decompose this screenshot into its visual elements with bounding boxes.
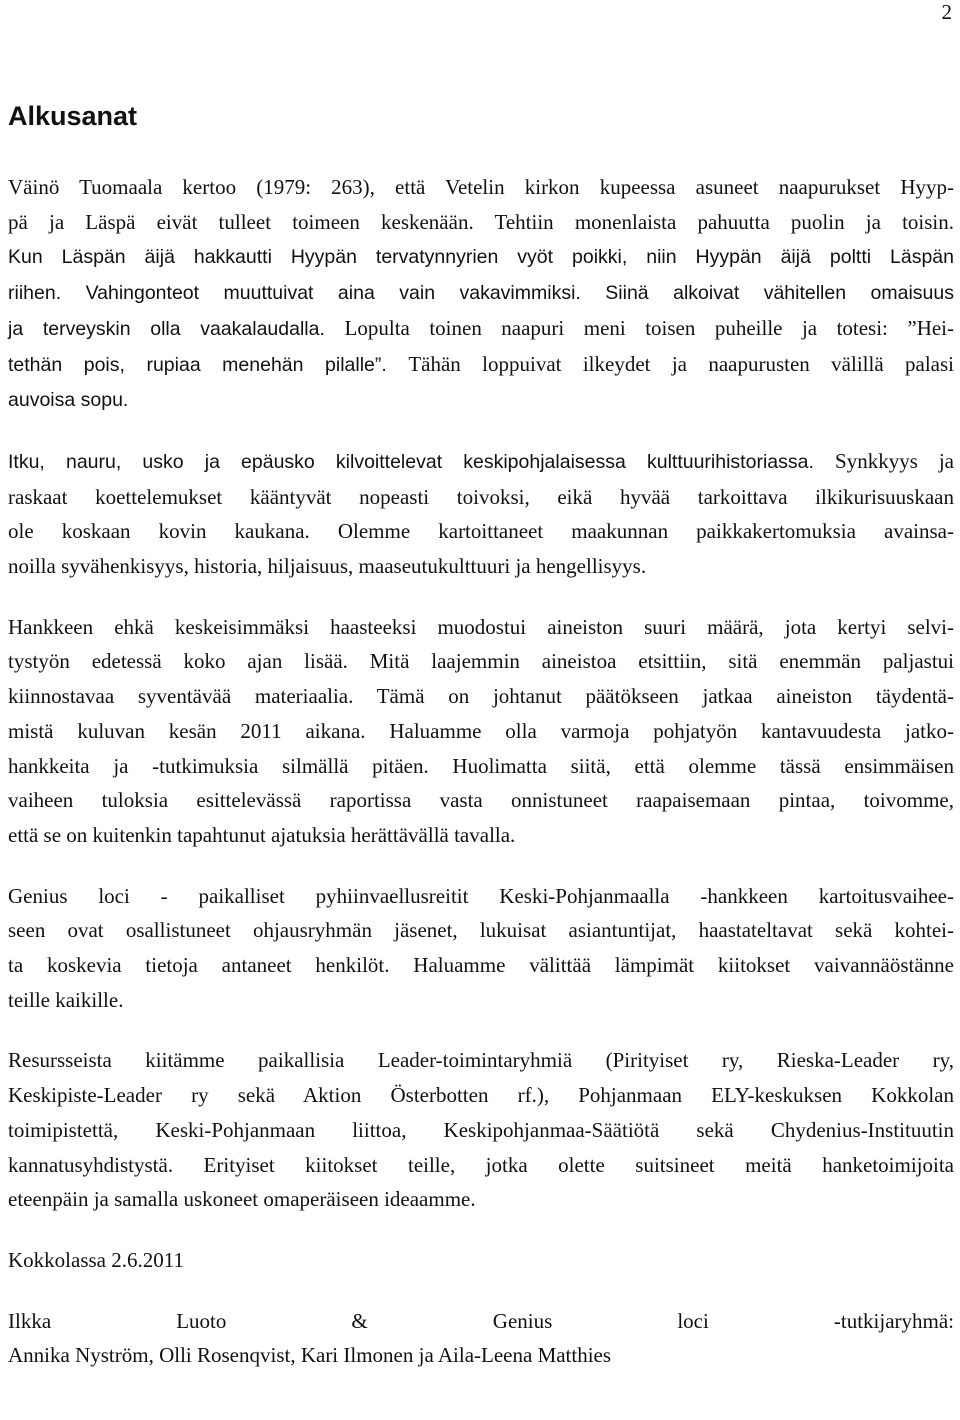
text-line xyxy=(8,311,954,347)
text-line xyxy=(8,514,954,549)
text-line xyxy=(8,382,954,418)
text-line xyxy=(8,879,954,914)
text-line xyxy=(8,1338,954,1373)
text-run: teille kaikille. xyxy=(8,987,124,1012)
text-run: eteenpäin ja samalla uskoneet omaperäiseen ideaamme. xyxy=(8,1187,476,1212)
text-run: Resursseista kiitämme paikallisia Leader-toimintaryhmiä (Pirityiset ry, Rieska-Leader ry, xyxy=(8,1048,954,1073)
text-run: Kun Läspän äijä hakkautti Hyypän tervatynnyrien vyöt poikki, niin Hyypän äijä poltti Läspän xyxy=(8,246,954,269)
text-run: seen ovat osallistuneet ohjausryhmän jäsenet, lukuisat asiantuntijat, haastateltavat sekä kohtei- xyxy=(8,918,954,943)
text-run: Lopulta toinen naapuri meni toisen puheille ja totesi: ”Hei- xyxy=(344,315,955,340)
text-line xyxy=(8,610,954,645)
text-run: mistä kuluvan kesän 2011 aikana. Haluamme olla varmoja pohjatyön kantavuudesta jatko- xyxy=(8,718,954,743)
text-run: toimipistettä, Keski-Pohjanmaan liittoa, Keskipohjanmaa-Säätiötä sekä Chydenius-Instituutin xyxy=(8,1117,954,1142)
paragraph-p6 xyxy=(8,1243,954,1278)
page-number: 2 xyxy=(941,0,952,24)
text-run: vaiheen tuloksia esittelevässä raportissa vasta onnistuneet raapaisemaan pintaa, toivomme, xyxy=(8,788,954,813)
text-run: tethän pois, rupiaa menehän pilalle”. xyxy=(8,353,409,376)
text-run: ole koskaan kovin kaukana. Olemme kartoittaneet maakunnan paikkakertomuksia avainsa- xyxy=(8,519,954,544)
text-line xyxy=(8,714,954,749)
text-line xyxy=(8,948,954,983)
text-line xyxy=(8,444,954,480)
text-run: noilla syvähenkisyys, historia, hiljaisuus, maaseutukulttuuri ja hengellisyys. xyxy=(8,554,647,579)
text-line xyxy=(8,679,954,714)
text-line xyxy=(8,347,954,383)
text-run: auvoisa sopu. xyxy=(8,389,129,412)
text-line xyxy=(8,1113,954,1148)
text-run: kiinnostavaa syventävää materiaalia. Tämä on johtanut päätökseen jatkaa aineiston täydentä- xyxy=(8,684,954,709)
text-run: riihen. Vahingonteot muuttuivat aina vain vakavimmiksi. Siinä alkoivat vähitellen omaisuus xyxy=(8,282,954,305)
text-line xyxy=(8,205,954,240)
text-run: tystyön edetessä koko ajan lisää. Mitä laajemmin aineistoa etsittiin, sitä enemmän paljastui xyxy=(8,649,954,674)
text-line xyxy=(8,549,954,584)
text-run: Synkkyys ja xyxy=(835,448,954,473)
paragraph-p4 xyxy=(8,879,954,1018)
text-line xyxy=(8,1304,954,1339)
text-run: Kokkolassa 2.6.2011 xyxy=(8,1247,184,1272)
text-line xyxy=(8,170,954,205)
paragraph-p7 xyxy=(8,1304,954,1373)
text-line xyxy=(8,1148,954,1183)
text-line xyxy=(8,644,954,679)
text-run: pä ja Läspä eivät tulleet toimeen keskenään. Tehtiin monenlaista pahuutta puolin ja toisin. xyxy=(8,209,954,234)
page-title: Alkusanat xyxy=(8,101,138,131)
text-line xyxy=(8,275,954,311)
text-line xyxy=(8,983,954,1018)
text-run: Tähän loppuivat ilkeydet ja naapurusten välillä palasi xyxy=(408,351,954,376)
text-line xyxy=(8,749,954,784)
text-run: Itku, nauru, usko ja epäusko kilvoittelevat keskipohjalaisessa kulttuurihistoriassa. xyxy=(8,450,836,473)
paragraph-p1 xyxy=(8,170,954,418)
text-run: kannatusyhdistystä. Erityiset kiitokset teille, jotka olette suitsineet meitä hanketoimijoita xyxy=(8,1152,954,1177)
text-run: Väinö Tuomaala kertoo (1979: 263), että Vetelin kirkon kupeessa asuneet naapurukset Hyyp- xyxy=(8,175,954,199)
text-line xyxy=(8,1182,954,1217)
body-text xyxy=(8,170,954,1399)
text-run: hankkeita ja -tutkimuksia silmällä pitäen. Huolimatta siitä, että olemme tässä ensimmäisen xyxy=(8,753,954,778)
text-line xyxy=(8,1078,954,1113)
paragraph-p5 xyxy=(8,1043,954,1217)
paragraph-p2 xyxy=(8,444,954,584)
paragraph-p3 xyxy=(8,610,954,853)
text-run: ja terveyskin olla vaakalaudalla. xyxy=(8,317,345,340)
text-run: Ilkka Luoto & Genius loci -tutkijaryhmä: xyxy=(8,1308,954,1333)
text-run: raskaat koettelemukset kääntyvät nopeasti toivoksi, eikä hyvää tarkoittava ilkikurisuuskaan xyxy=(8,484,954,509)
text-run: Annika Nyström, Olli Rosenqvist, Kari Ilmonen ja Aila-Leena Matthies xyxy=(8,1343,612,1368)
text-line xyxy=(8,783,954,818)
text-run: ta koskevia tietoja antaneet henkilöt. Haluamme välittää lämpimät kiitokset vaivannäöstänne xyxy=(8,953,954,978)
text-run: Keskipiste-Leader ry sekä Aktion Österbotten rf.), Pohjanmaan ELY-keskuksen Kokkolan xyxy=(8,1083,954,1108)
text-line xyxy=(8,239,954,275)
text-run: Genius loci - paikalliset pyhiinvaellusreitit Keski-Pohjanmaalla -hankkeen kartoitusvaihee- xyxy=(8,883,954,908)
text-line xyxy=(8,1043,954,1078)
text-line xyxy=(8,480,954,515)
text-line xyxy=(8,818,954,853)
text-line xyxy=(8,1243,954,1278)
text-line xyxy=(8,913,954,948)
text-run: että se on kuitenkin tapahtunut ajatuksia herättävällä tavalla. xyxy=(8,822,516,847)
text-run: Hankkeen ehkä keskeisimmäksi haasteeksi muodostui aineiston suuri määrä, jota kertyi selvi- xyxy=(8,614,954,639)
